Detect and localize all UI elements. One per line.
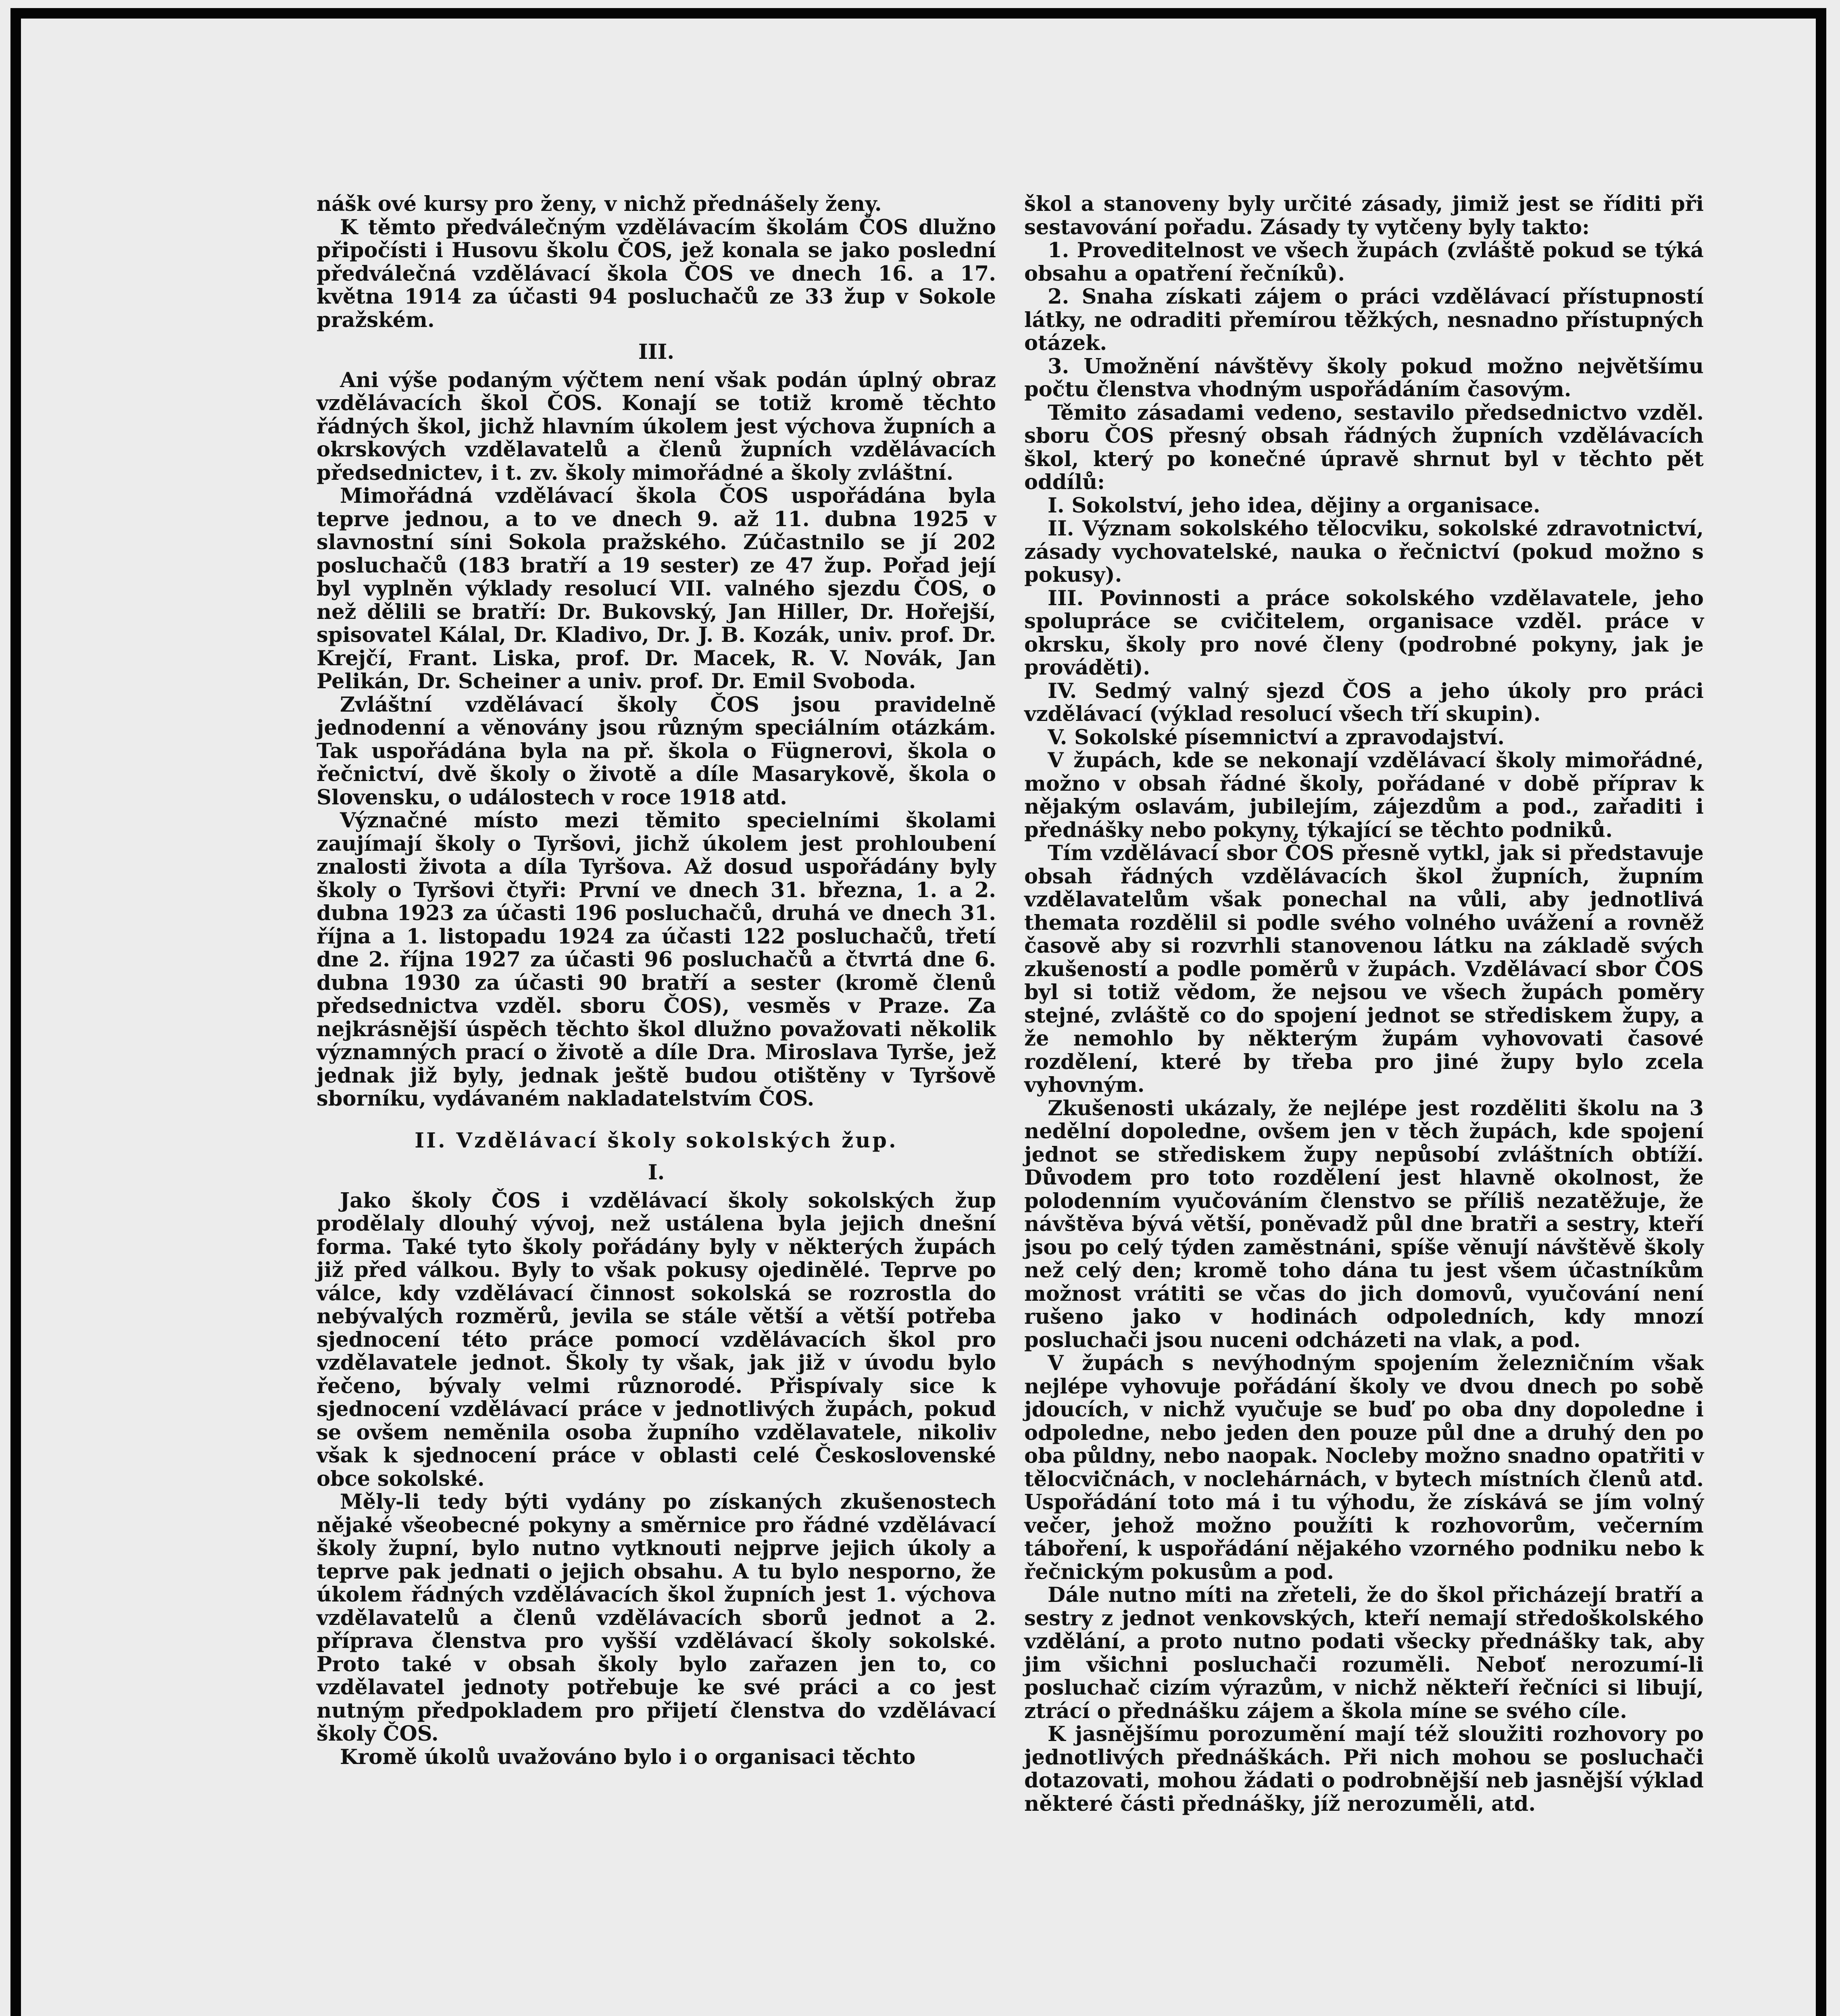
chapter-title: II. Vzdělávací školy sokolských žup. [415,1128,898,1153]
paragraph: K těmto předválečným vzdělávacím školám ČOS dlužno připočísti i Husovu školu ČOS, jež konala se jako poslední předválečná vzdělávací škola ČOS ve dnech 16. a 17. května 1914 za účasti 94 posluchačů ze 33 žup v Sokole pražském. [317,215,996,332]
left-column [317,193,996,1769]
principle-item: 2. Snaha získati zájem o práci vzdělávací přístupností látky, ne odraditi přemírou těžkých, nesnadno přístupných otázek. [1024,285,1704,355]
paragraph: nášk ové kursy pro ženy, v nichž přednášely ženy. [317,192,882,216]
paragraph: škol a stanoveny byly určité zásady, jimiž jest se říditi při sestavování pořadu. Zásady ty vytčeny byly takto: [1024,192,1704,240]
paragraph: V župách, kde se nekonají vzdělávací školy mimořádné, možno v obsah řádné školy, pořádané v době příprav k nějakým oslavám, jubilejím, zájezdům a pod., zařaditi i přednášky nebo pokyny, týkající se těchto podniků. [1024,748,1704,842]
paragraph: Zkušenosti ukázaly, že nejlépe jest rozděliti školu na 3 nedělní dopoledne, ovšem jen v těch župách, kde spojení jednot se střediskem župy nepůsobí zvláštních obtíží. Důvodem pro toto rozdělení jest hlavně okolnost, že polodenním vyučováním členstvo se příliš nezatěžuje, že návštěva bývá větší, poněvadž půl dne bratři a sestry, kteří jsou po celý týden zaměstnáni, spíše věnují návštěvě školy než celý den; kromě toho dána tu jest všem účastníkům možnost vrátiti se včas do jich domovů, vyučování není rušeno jako v hodinách odpoledních, kdy mnozí posluchači jsou nuceni odcházeti na vlak, a pod. [1024,1096,1704,1352]
paragraph: Mimořádná vzdělávací škola ČOS uspořádána byla teprve jednou, a to ve dnech 9. až 11. dubna 1925 v slavnostní síni Sokola pražského. Zúčastnilo se jí 202 posluchačů (183 bratří a 19 sester) ze 47 žup. Pořad její byl vyplněn výklady resolucí VII. valného sjezdu ČOS, o než dělili se bratří: Dr. Bukovský, Jan Hiller, Dr. Hořejší, spisovatel Kálal, Dr. Kladivo, Dr. J. B. Kozák, univ. prof. Dr. Krejčí, Frant. Liska, prof. Dr. Macek, R. V. Novák, Jan Pelikán, Dr. Scheiner a univ. prof. Dr. Emil Svoboda. [317,484,996,694]
paragraph: Význačné místo mezi těmito specielními školami zaujímají školy o Tyršovi, jichž úkolem jest prohloubení znalosti života a díla Tyršova. Až dosud uspořádány byly školy o Tyršovi čtyři: První ve dnech 31. března, 1. a 2. dubna 1923 za účasti 196 posluchačů, druhá ve dnech 31. října a 1. listopadu 1924 za účasti 122 posluchačů, třetí dne 2. října 1927 za účasti 96 posluchačů a čtvrtá dne 6. dubna 1930 za účasti 90 bratří a sester (kromě členů předsednictva vzděl. sboru ČOS), vesměs v Praze. Za nejkrásnější úspěch těchto škol dlužno považovati několik významných prací o životě a díle Dra. Miroslava Tyrše, jež jednak již byly, jednak ještě budou otištěny v Tyršově sborníku, vydávaném nakladatelstvím ČOS. [317,808,996,1111]
paragraph: Ani výše podaným výčtem není však podán úplný obraz vzdělávacích škol ČOS. Konají se totiž kromě těchto řádných škol, jichž hlavním úkolem jest výchova župních a okrskových vzdělavatelů a členů župních vzdělávacích předsednictev, i t. zv. školy mimořádné a školy zvláštní. [317,368,996,485]
section-item: IV. Sedmý valný sjezd ČOS a jeho úkoly pro práci vzdělávací (výklad resolucí všech tří skupin). [1024,679,1704,726]
paragraph: K jasnějšímu porozumění mají též sloužiti rozhovory po jednotlivých přednáškách. Při nich mohou se posluchači dotazovati, mohou žádati o podrobnější neb jasnější výklad některé části přednášky, jíž nerozuměli, atd. [1024,1722,1704,1816]
principle-item: 1. Proveditelnost ve všech župách (zvláště pokud se týká obsahu a opatření řečníků). [1024,238,1704,286]
section-item: II. Význam sokolského tělocviku, sokolské zdravotnictví, zásady vychovatelské, nauka o řečnictví (pokud možno s pokusy). [1024,516,1704,587]
section-heading-iii: III. [638,340,675,364]
paragraph: Tím vzdělávací sbor ČOS přesně vytkl, jak si představuje obsah řádných vzdělávacích škol župních, župním vzdělavatelům však ponechal na vůli, aby jednotlivá themata rozdělil si podle svého volného uvážení a rovněž časově aby si rozvrhli stanovenou látku na základě svých zkušeností a podle poměrů v župách. Vzdělávací sbor ČOS byl si totiž vědom, že nejsou ve všech župách poměry stejné, zvláště co do spojení jednot se střediskem župy, a že nemohlo by některým župám vyhovovati časové rozdělení, které by třeba pro jiné župy bylo zcela vyhovným. [1024,841,1704,1097]
paragraph: V župách s nevýhodným spojením železničním však nejlépe vyhovuje pořádání školy ve dvou dnech po sobě jdoucích, v nichž vyučuje se buď po oba dny dopoledne i odpoledne, nebo jeden den pouze půl dne a druhý den po oba půldny, nebo naopak. Nocleby možno snadno opatřiti v tělocvičnách, v noclehárnách, v bytech místních členů atd. Uspořádání toto má i tu výhodu, že získává se jím volný večer, jehož možno použíti k rozhovorům, večerním táboření, k uspořádání nějakého vzorného podniku nebo k řečnickým pokusům a pod. [1024,1351,1704,1584]
section-item: III. Povinnosti a práce sokolského vzdělavatele, jeho spolupráce se cvičitelem, organisace vzděl. práce v okrsku, školy pro nové členy (podrobné pokyny, jak je prováděti). [1024,586,1704,680]
right-column [1024,193,1704,1816]
paragraph: Měly-li tedy býti vydány po získaných zkušenostech nějaké všeobecné pokyny a směrnice pro řádné vzdělávací školy župní, bylo nutno vytknouti nejprve jejich úkoly a teprve pak jednati o jejich obsahu. A tu bylo nesporno, že úkolem řádných vzdělávacích škol župních jest 1. výchova vzdělavatelů a členů vzdělávacích sborů jednot a 2. příprava členstva pro vyšší vzdělávací školy sokolské. Proto také v obsah školy bylo zařazen jen to, co vzdělavatel jednoty potřebuje ke své práci a co jest nutným předpokladem pro přijetí členstva do vzdělávací školy ČOS. [317,1490,996,1746]
paragraph: Těmito zásadami vedeno, sestavilo předsednictvo vzděl. sboru ČOS přesný obsah řádných župních vzdělávacích škol, který po konečné úpravě shrnut byl v těchto pět oddílů: [1024,400,1704,494]
paragraph: Dále nutno míti na zřeteli, že do škol přicházejí bratří a sestry z jednot venkovských, kteří nemají středoškolského vzdělání, a proto nutno podati všecky přednášky tak, aby jim všichni posluchači rozuměli. Neboť nerozumí-li posluchač cizím výrazům, v nichž někteří řečníci si libují, ztrácí o přednášku zájem a škola míne se svého cíle. [1024,1583,1704,1723]
section-item: I. Sokolství, jeho idea, dějiny a organisace. [1048,493,1540,518]
principle-item: 3. Umožnění návštěvy školy pokud možno největšímu počtu členstva vhodným uspořádáním časovým. [1024,354,1704,402]
section-item: V. Sokolské písemnictví a zpravodajství. [1048,725,1505,750]
section-heading-i: I. [648,1160,665,1185]
paragraph: Kromě úkolů uvažováno bylo i o organisaci těchto [340,1745,916,1769]
paragraph: Jako školy ČOS i vzdělávací školy sokolských žup prodělaly dlouhý vývoj, než ustálena byla jejich dnešní forma. Také tyto školy pořádány byly v některých župách již před válkou. Byly to však pokusy ojedinělé. Teprve po válce, kdy vzdělávací činnost sokolská se rozrostla do nebývalých rozměrů, jevila se stále větší a větší potřeba sjednocení této práce pomocí vzdělávacích škol pro vzdělavatele jednot. Školy ty však, jak již v úvodu bylo řečeno, bývaly velmi různorodé. Přispívaly sice k sjednocení vzdělávací práce v jednotlivých župách, pokud se ovšem neměnila osoba župního vzdělavatele, nikoliv však k sjednocení práce v oblasti celé Československé obce sokolské. [317,1188,996,1491]
paragraph: Zvláštní vzdělávací školy ČOS jsou pravidelně jednodenní a věnovány jsou různým speciálním otázkám. Tak uspořádána byla na př. škola o Fügnerovi, škola o řečnictví, dvě školy o životě a díle Masarykově, škola o Slovensku, o událostech v roce 1918 atd. [317,692,996,810]
